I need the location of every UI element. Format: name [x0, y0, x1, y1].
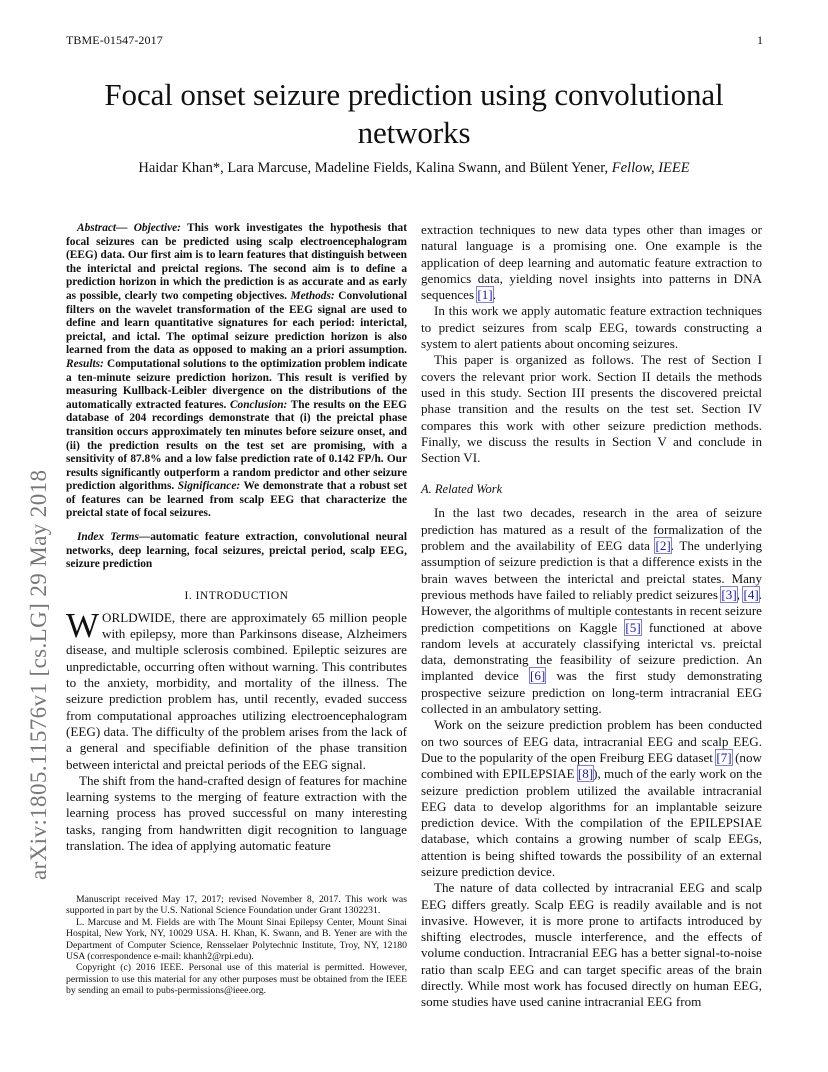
citation-link[interactable]: [2]	[655, 538, 671, 554]
citation-link[interactable]: [1]	[477, 287, 493, 303]
related-work-heading: A. Related Work	[421, 482, 503, 497]
introduction-heading: I. INTRODUCTION	[184, 589, 289, 602]
introduction-paragraph-1	[66, 605, 407, 773]
introduction-paragraph-2: The shift from the hand-crafted design of features for machine learning systems to the merging of feature extraction with the learning process has proved successful on many interesting tasks, ranging from handwritten digit recognition to language translation. The idea of applying automatic feature	[66, 772, 407, 853]
left-column	[66, 222, 407, 854]
right-paragraph-3: This paper is organized as follows. The rest of Section I covers the relevant prior work. Section II details the methods used in this study. Section III presents the discovered preictal phase transition and the results on the test set. Section IV compares this work with other seizure prediction methods. Finally, we discuss the results in Section V and conclude in Section VI.	[421, 352, 762, 466]
citation-link[interactable]: [3]	[721, 586, 737, 602]
rw-p1-text-d: . However, the algorithms of multiple contestants in recent seizure prediction competitions on Kaggle	[421, 586, 763, 635]
author-list	[66, 160, 762, 177]
introduction-p1-text: ORLDWIDE, there are approximately 65 million people with epilepsy, more than Parkinsons disease, Alzheimers disease, and multiple sclerosis combined. Epileptic seizures are unpredictable, occurring often without warning. This contributes to the anxiety, morbidity, and mortality of the illness. The seizure prediction problem has, until recently, evaded success from computational approaches utilizing electroencephalogram (EEG) data. The difficulty of the problem arises from the lack of a general and specifiable definition of the phase transition between interictal and preictal periods of the EEG signal.	[66, 609, 407, 772]
abstract-conclusion-text: The results on the EEG database of 204 recordings demonstrate that (i) the preictal phase transition occurs approximately ten minutes before seizure onset, and (ii) the prediction results on the test set are promising, with a sensitivity of 87.8% and a low false prediction rate of 0.142 FP/h. Our results significantly outperform a random predictor and other seizure prediction algorithms.	[66, 398, 407, 493]
right-paragraph-1	[421, 222, 762, 303]
rw-p1-text-a: In the last two decades, research in the area of seizure prediction has matured as a result of the formalization of the problem and the availability of EEG data	[421, 505, 762, 554]
author-affiliation-tag: Fellow, IEEE	[611, 160, 690, 176]
related-work-paragraph-1	[421, 505, 762, 717]
abstract-methods-text: Convolutional filters on the wavelet transformation of the EEG signal are used to define and learn quantitative signatures for each period: interictal, preictal, and ictal. The optimal seizure prediction horizon is also learned from the data as opposed to making an a priori assumption.	[66, 289, 407, 357]
rw-p2-text-b: (now combined with EPILEPSIAE	[421, 749, 762, 782]
footnote-affiliations: L. Marcuse and M. Fields are with The Mount Sinai Epilepsy Center, Mount Sinai Hospital, New York, NY, 10029 USA. H. Khan, K. Swann, and B. Yener are with the Department of Computer Science, Rensselaer Polytechnic Institute, Troy, NY, 12180 USA (correspondence e-mail: khanh2@rpi.edu).	[66, 916, 407, 963]
rw-p1-text-e: functioned at above random levels at accurately classifying interictal vs. preictal data, demonstrating the feasibility of seizure prediction. An implanted device	[421, 619, 762, 684]
footnotes	[66, 894, 407, 997]
abstract-methods-label: Methods:	[290, 289, 335, 302]
footnote-manuscript: Manuscript received May 17, 2017; revised November 8, 2017. This work was supported in part by the U.S. National Science Foundation under Grant 1302231.	[66, 894, 407, 917]
page-number: 1	[757, 33, 763, 47]
right-p1-end: .	[492, 287, 496, 303]
related-work-paragraph-2	[421, 717, 762, 880]
abstract-objective-text: This work investigates the hypothesis that focal seizures can be predicted using scalp electroencephalogram (EEG) data. Our first aim is to learn features that distinguish between the interictal and preictal regions. The second aim is to define a prediction horizon in which the prediction is as accurate and as early as possible, clearly two competing objectives.	[66, 222, 407, 302]
right-column	[421, 222, 762, 1011]
author-names: Haidar Khan*, Lara Marcuse, Madeline Fields, Kalina Swann, and Bülent Yener,	[138, 160, 609, 176]
citation-link[interactable]: [7]	[716, 749, 732, 765]
abstract-results-label: Results:	[66, 357, 104, 370]
citation-link[interactable]: [8]	[577, 766, 594, 782]
abstract-results-text: Computational solutions to the optimization problem indicate a ten-minute seizure prediction horizon. This result is verified by measuring Kullback-Leibler divergence on the distributions of the automatically extracted features.	[66, 357, 407, 411]
abstract-conclusion-label: Conclusion:	[229, 398, 288, 411]
citation-link[interactable]: [6]	[529, 668, 546, 684]
rw-p1-text-f: was the first study demonstrating prospective seizure prediction on long-term intracranial EEG collected in an ambulatory setting.	[421, 668, 763, 717]
footnote-copyright: Copyright (c) 2016 IEEE. Personal use of this material is permitted. However, permission to use this material for any other purposes must be obtained from the IEEE by sending an email to pubs-permissions@ieee.org.	[66, 962, 407, 997]
arxiv-stamp: arXiv:1805.11576v1 [cs.LG] 29 May 2018	[26, 469, 51, 880]
right-p1-text: extraction techniques to new data types other than images or natural language is a promising one. One example is the application of deep learning and automatic feature extraction to genomics data, yielding novel insights into patterns in DNA sequences	[421, 222, 762, 303]
citation-link[interactable]: [4]	[743, 586, 759, 602]
abstract-label: Abstract—	[77, 222, 128, 234]
manuscript-id: TBME-01547-2017	[66, 33, 163, 47]
abstract-significance-text: We demonstrate that a robust set of features can be learned from scalp EEG that characterize the preictal state of focal seizures.	[66, 480, 407, 520]
rw-p1-text-b: . The underlying assumption of seizure prediction is that a difference exists in the brain waves between the interictal and preictal states. Many previous methods have failed to reliably predict seizures	[421, 538, 762, 602]
abstract-significance-label: Significance:	[177, 480, 241, 493]
citation-link[interactable]: [5]	[625, 619, 641, 635]
related-work-paragraph-3: The nature of data collected by intracranial EEG and scalp EEG differs greatly. Scalp EEG is readily available and is not invasive. However, it is more prone to artifacts introduced by shifting electrodes, muscle interference, and the effects of volume conduction. Intracranial EEG has a better signal-to-noise ratio than scalp EEG and can target specific areas of the brain directly. While most work has focused directly on human EEG, some studies have used canine intracranial EEG from	[421, 880, 762, 1010]
paper-title: Focal onset seizure prediction using convolutional networks	[104, 77, 724, 150]
index-terms	[66, 531, 407, 572]
abstract-objective-label: Objective:	[133, 222, 181, 234]
index-terms-text: —automatic feature extraction, convolutional neural networks, deep learning, focal seizures, preictal period, scalp EEG, seizure prediction	[66, 531, 407, 571]
rw-p1-text-c: ,	[736, 586, 744, 602]
rw-p2-text-a: Work on the seizure prediction problem has been conducted on two sources of EEG data, intracranial EEG and scalp EEG. Due to the popularity of the open Freiburg EEG dataset	[421, 717, 762, 765]
right-paragraph-2: In this work we apply automatic feature extraction techniques to predict seizures from scalp EEG, towards constructing a system to alert patients about oncoming seizures.	[421, 303, 762, 352]
index-terms-label: Index Terms	[77, 531, 139, 544]
abstract	[66, 222, 407, 521]
rw-p2-text-c: ), much of the early work on the seizure prediction problem utilized the available intracranial EEG data to develop algorithms for an implantable seizure prediction device. With the compilation of the EPILEPSIAE database, which contains a growing number of scalp EEGs, attention is being shifted towards the possibility of an external seizure prediction device.	[421, 766, 762, 879]
dropcap-letter: W	[66, 605, 100, 645]
